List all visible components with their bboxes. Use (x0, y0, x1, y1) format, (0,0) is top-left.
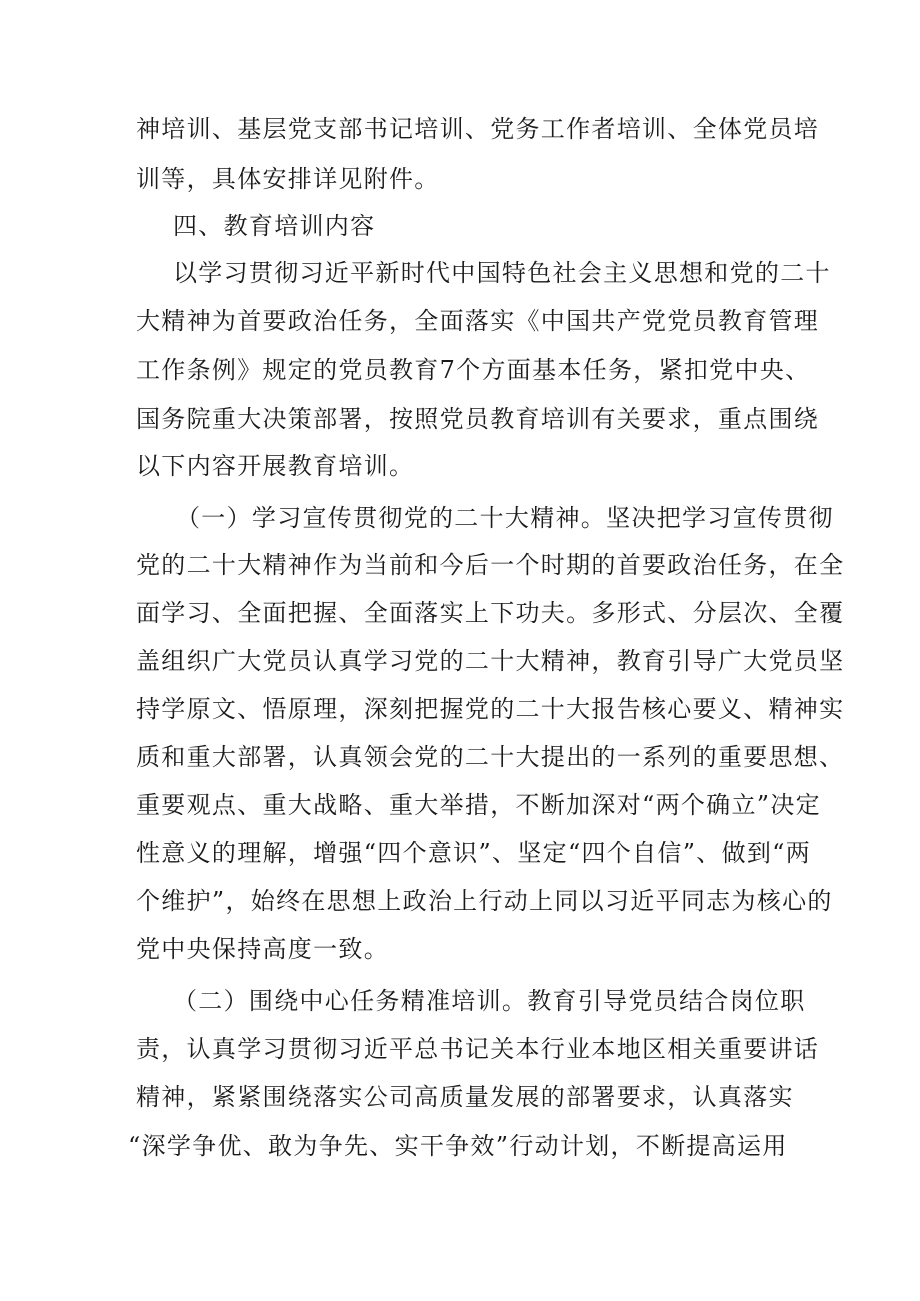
text-line: 党中央保持高度一致。 (136, 935, 389, 963)
text-line: 国务院重大决策部署，按照党员教育培训有关要求，重点围绕 (136, 405, 820, 433)
text-line: 重要观点、重大战略、重大举措，不断加深对“两个确立”决定 (136, 791, 821, 819)
text-line: 大精神为首要政治任务，全面落实《中国共产党党员教育管理 (136, 307, 820, 335)
text-line: 性意义的理解，增强“四个意识”、坚定“四个自信”、做到“两 (136, 839, 812, 867)
section-heading: 四、教育培训内容 (173, 212, 376, 240)
text-line: 训等，具体安排详见附件。 (136, 165, 440, 193)
text-line: 持学原文、悟原理，深刻把握党的二十大报告核心要义、精神实 (136, 695, 845, 723)
text-line: 精神，紧紧围绕落实公司高质量发展的部署要求，认真落实 (136, 1083, 794, 1111)
text-line: 盖组织广大党员认真学习党的二十大精神，教育引导广大党员坚 (136, 647, 845, 675)
text-line: 面学习、全面把握、全面落实上下功夫。多形式、分层次、全覆 (136, 599, 845, 627)
text-line: 党的二十大精神作为当前和今后一个时期的首要政治任务，在全 (136, 551, 845, 579)
text-line: 以学习贯彻习近平新时代中国特色社会主义思想和党的二十 (173, 259, 831, 287)
subsection-heading: （二）围绕中心任务精准培训。教育引导党员结合岗位职 (173, 987, 806, 1015)
subsection-heading: （一）学习宣传贯彻党的二十大精神。坚决把学习宣传贯彻 (176, 504, 834, 532)
text-line: 责，认真学习贯彻习近平总书记关本行业本地区相关重要讲话 (136, 1035, 820, 1063)
text-line: 神培训、基层党支部书记培训、党务工作者培训、全体党员培 (136, 115, 820, 143)
text-line: “深学争优、敢为争先、实干争效”行动计划，不断提高运用 (128, 1132, 788, 1160)
text-line: 以下内容开展教育培训。 (136, 452, 415, 480)
text-line: 工作条例》规定的党员教育7个方面基本任务，紧扣党中央、 (136, 356, 811, 384)
text-line: 质和重大部署，认真领会党的二十大提出的一系列的重要思想、 (136, 743, 845, 771)
text-line: 个维护”，始终在思想上政治上行动上同以习近平同志为核心的 (136, 887, 833, 915)
